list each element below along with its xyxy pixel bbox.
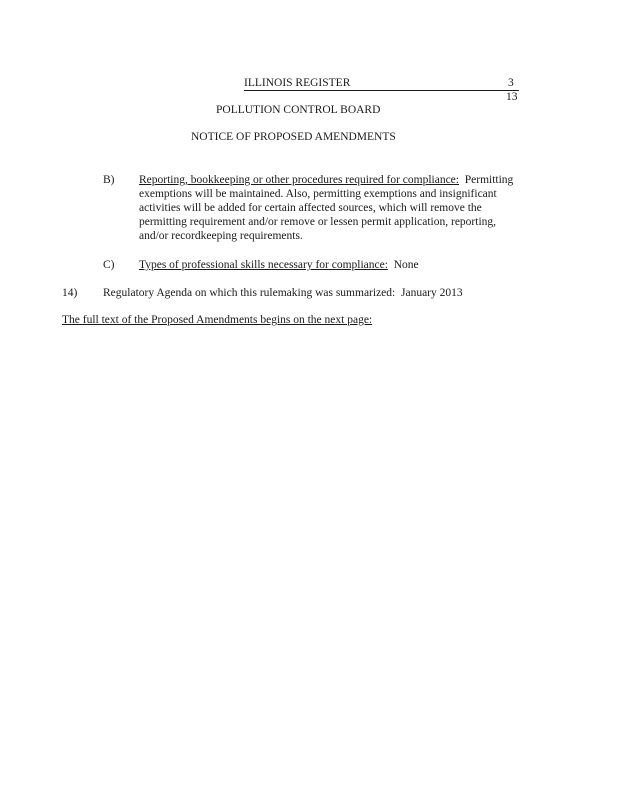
closing-note: The full text of the Proposed Amendments begins on the next page: <box>62 314 373 326</box>
item-b-heading: Reporting, bookkeeping or other procedures required for compliance: <box>139 174 459 186</box>
item-14-label: 14) <box>62 287 78 299</box>
item-c-text <box>139 258 419 272</box>
register-title: ILLINOIS REGISTER <box>244 77 351 89</box>
item-b-text <box>139 173 521 243</box>
page-number: 3 <box>508 77 514 89</box>
item-14-heading: Regulatory Agenda on which this rulemaking was summarized: <box>103 287 396 299</box>
item-c-label: C) <box>103 259 115 271</box>
notice-title: NOTICE OF PROPOSED AMENDMENTS <box>191 131 396 143</box>
header-rule <box>244 90 519 91</box>
agency-name: POLLUTION CONTROL BOARD <box>216 104 381 116</box>
item-b-body: Permitting exemptions will be maintained. Also, permitting exemptions and insignificant activities will be added for certain affected sources, which will remove the permitting requirement and/or remove or lessen permit application, reporting, and/or recordkeeping requirements. <box>139 174 514 242</box>
item-c-body: None <box>393 259 419 271</box>
volume-number: 13 <box>506 91 518 103</box>
item-b-label: B) <box>103 174 115 186</box>
item-c-heading: Types of professional skills necessary for compliance: <box>139 259 388 271</box>
item-14-text <box>103 286 463 300</box>
item-14-body: January 2013 <box>400 287 463 299</box>
